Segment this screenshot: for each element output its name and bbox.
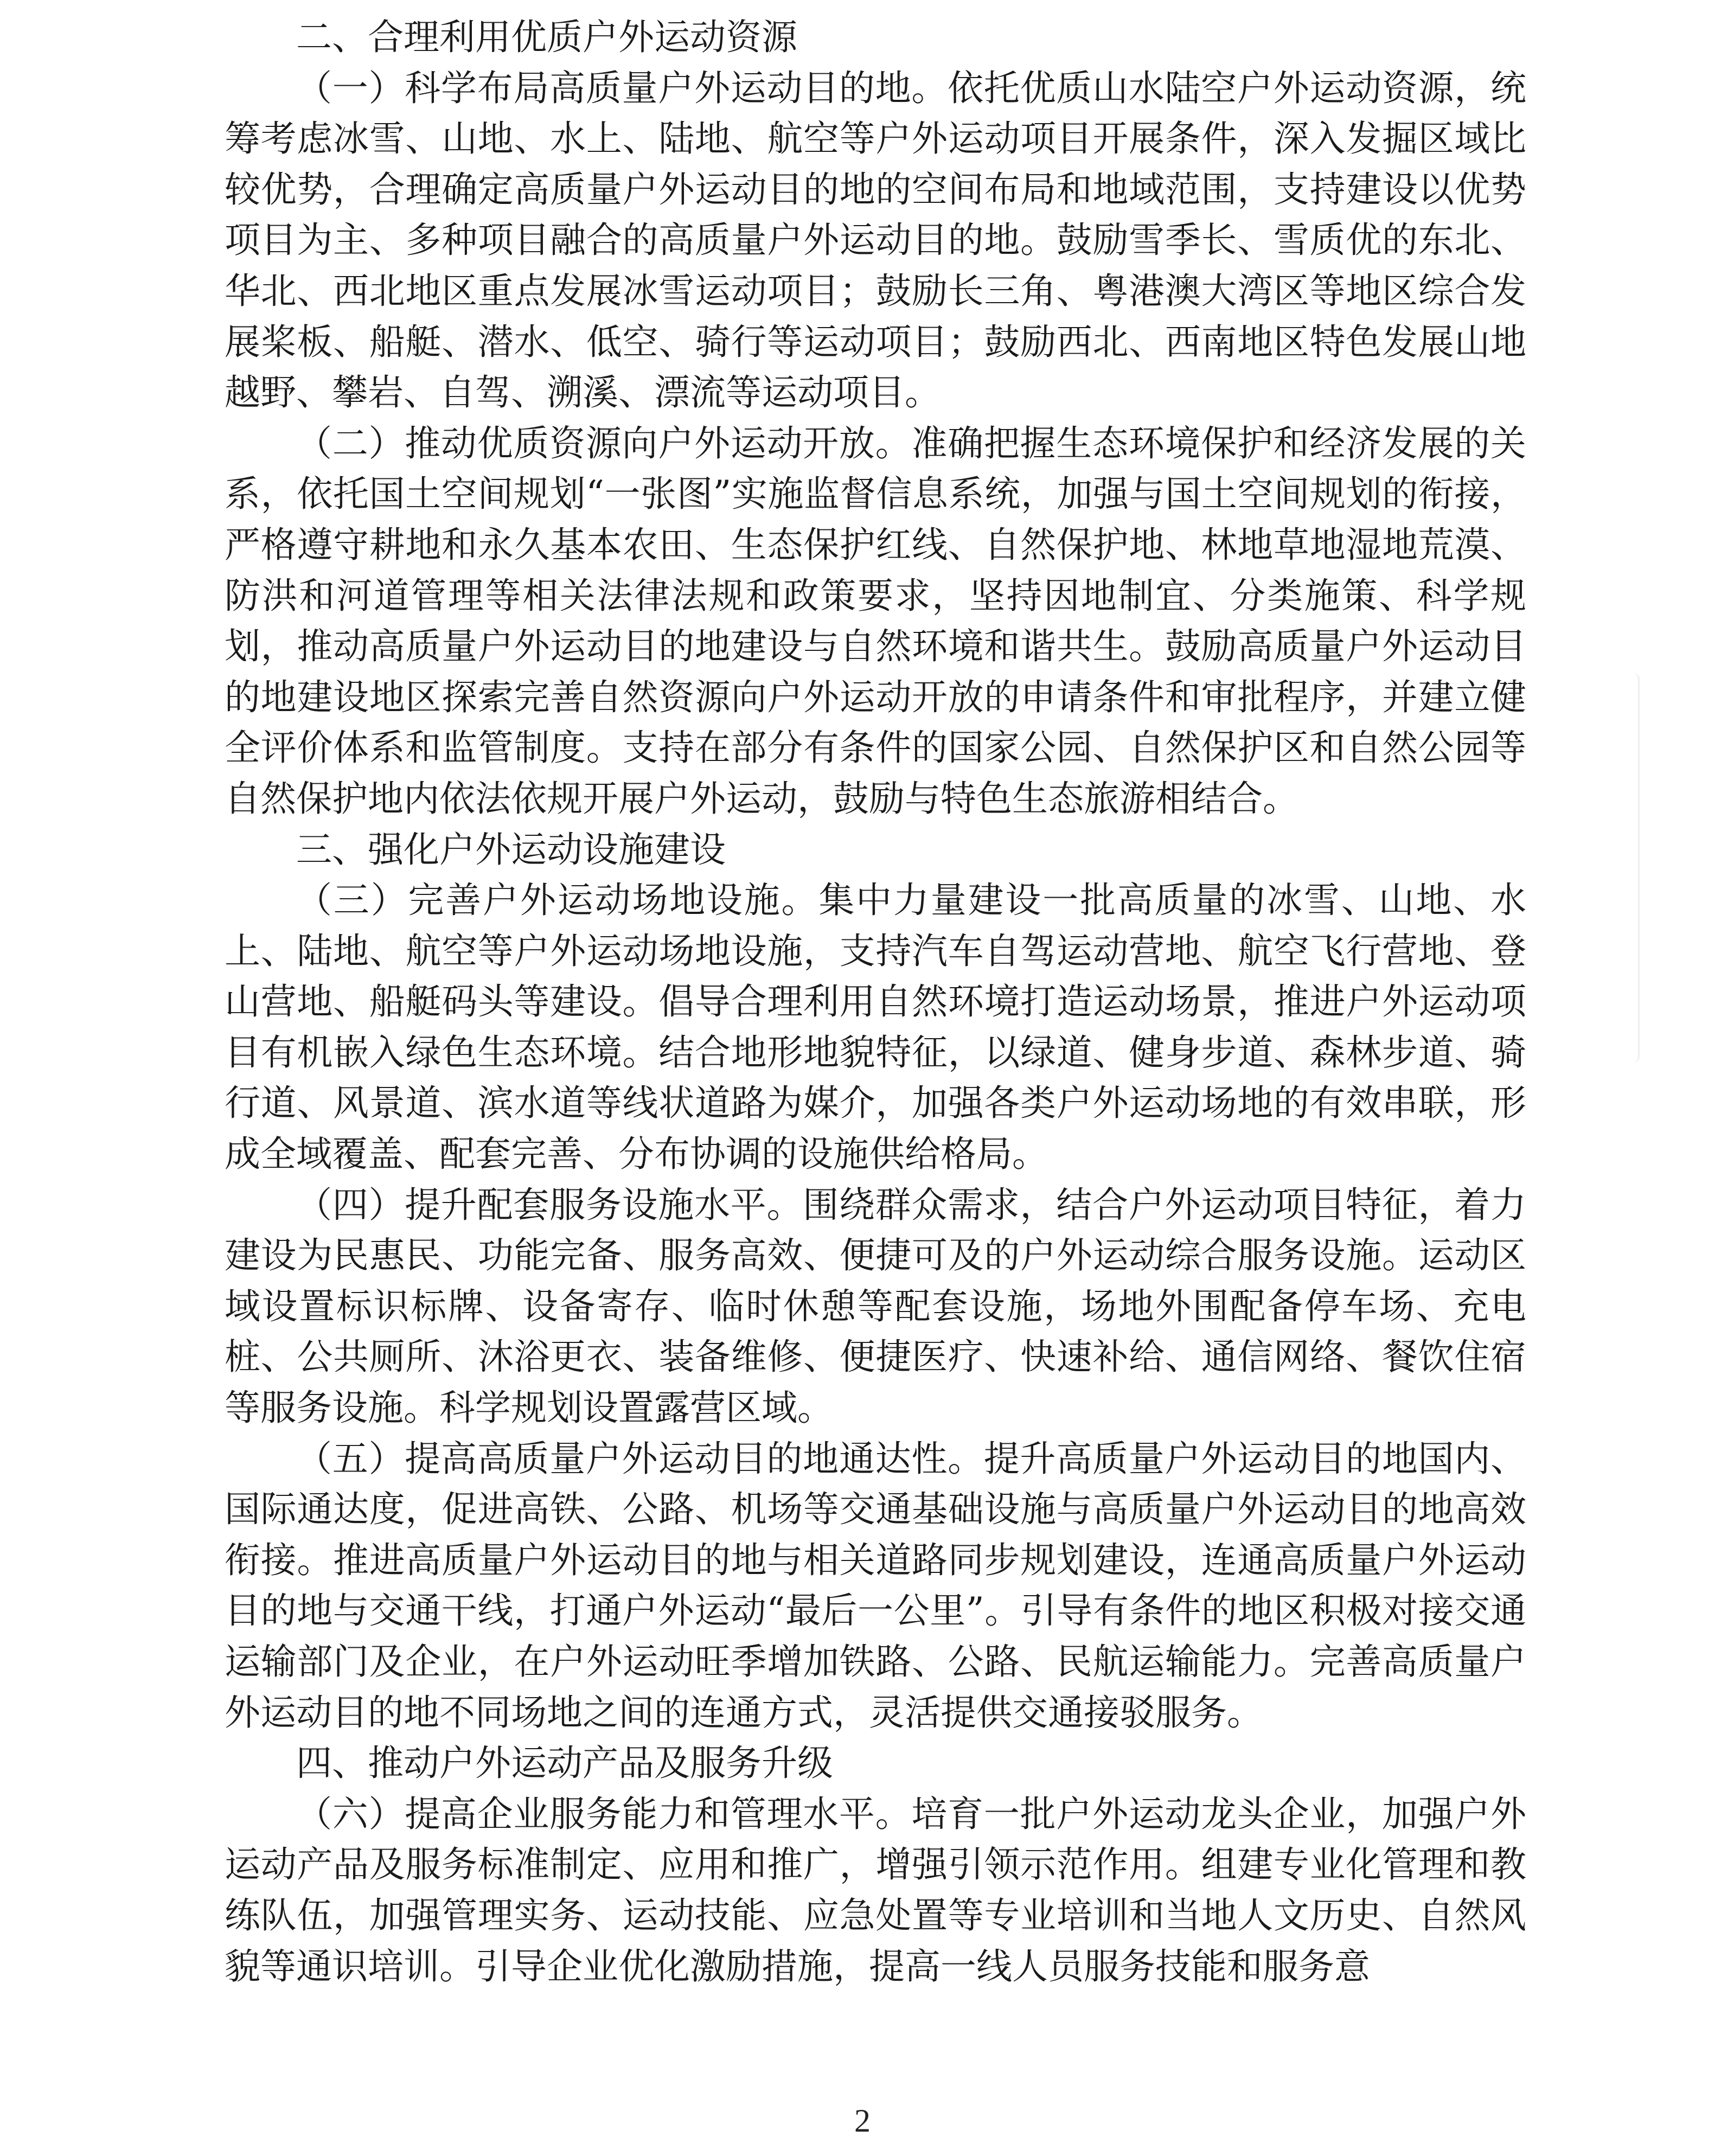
paragraph-4 (225, 1180, 1526, 1434)
paragraph-lead: （四）提升配套服务设施水平。 (296, 1183, 803, 1226)
paragraph-2 (225, 418, 1526, 824)
paragraph-5 (225, 1434, 1526, 1738)
section-heading-4: 四、推动户外运动产品及服务升级 (296, 1742, 833, 1784)
paragraph-text: 围绕群众需求，结合户外运动项目特征，着力建设为民惠民、功能完备、服务高效、便捷可及的户外运动综合服务设施。运动区域设置标识标牌、设备寄存、临时休憩等配套设施，场地外围配备停车场、充电桩、公共厕所、沐浴更衣、装备维修、便捷医疗、快速补给、通信网络、餐饮住宿等服务设施。科学规划设置露营区域。 (225, 1183, 1527, 1429)
paragraph-text: 依托优质山水陆空户外运动资源，统筹考虑冰雪、山地、水上、陆地、航空等户外运动项目开展条件，深入发掘区域比较优势，合理确定高质量户外运动目的地的空间布局和地域范围，支持建设以优势项目为主、多种项目融合的高质量户外运动目的地。鼓励雪季长、雪质优的东北、华北、西北地区重点发展冰雪运动项目；鼓励长三角、粤港澳大湾区等地区综合发展桨板、船艇、潜水、低空、骑行等运动项目；鼓励西北、西南地区特色发展山地越野、攀岩、自驾、溯溪、漂流等运动项目。 (225, 67, 1527, 414)
paragraph-1 (225, 63, 1526, 418)
section-heading-2: 二、合理利用优质户外运动资源 (296, 16, 797, 58)
paragraph-lead: （六）提高企业服务能力和管理水平。 (296, 1793, 912, 1835)
paragraph-text: 培育一批户外运动龙头企业，加强户外运动产品及服务标准制定、应用和推广，增强引领示范作用。组建专业化管理和教练队伍，加强管理实务、运动技能、应急处置等专业培训和当地人文历史、自然风貌等通识培训。引导企业优化激励措施，提高一线人员服务技能和服务意 (225, 1793, 1527, 1987)
paragraph-lead: （三）完善户外运动场地设施。 (296, 879, 819, 922)
paragraph-lead: （二）推动优质资源向户外运动开放。 (296, 422, 912, 464)
paragraph-text: 准确把握生态环境保护和经济发展的关系，依托国土空间规划“一张图”实施监督信息系统，加强与国土空间规划的衔接，严格遵守耕地和永久基本农田、生态保护红线、自然保护地、林地草地湿地荒漠、防洪和河道管理等相关法律法规和政策要求，坚持因地制宜、分类施策、科学规划，推动高质量户外运动目的地建设与自然环境和谐共生。鼓励高质量户外运动目的地建设地区探索完善自然资源向户外运动开放的申请条件和审批程序，并建立健全评价体系和监管制度。支持在部分有条件的国家公园、自然保护区和自然公园等自然保护地内依法依规开展户外运动，鼓励与特色生态旅游相结合。 (225, 422, 1527, 820)
paragraph-text: 提升高质量户外运动目的地国内、国际通达度，促进高铁、公路、机场等交通基础设施与高质量户外运动目的地高效衔接。推进高质量户外运动目的地与相关道路同步规划建设，连通高质量户外运动目的地与交通干线，打通户外运动“最后一公里”。引导有条件的地区积极对接交通运输部门及企业，在户外运动旺季增加铁路、公路、民航运输能力。完善高质量户外运动目的地不同场地之间的连通方式，灵活提供交通接驳服务。 (225, 1437, 1527, 1733)
page-edge-shadow (1633, 673, 1640, 1063)
paragraph-6 (225, 1789, 1526, 1992)
paragraph-lead: （一）科学布局高质量户外运动目的地。 (296, 67, 948, 109)
section-heading-3: 三、强化户外运动设施建设 (296, 828, 726, 871)
paragraph-text: 集中力量建设一批高质量的冰雪、山地、水上、陆地、航空等户外运动场地设施，支持汽车自驾运动营地、航空飞行营地、登山营地、船艇码头等建设。倡导合理利用自然环境打造运动场景，推进户外运动项目有机嵌入绿色生态环境。结合地形地貌特征，以绿道、健身步道、森林步道、骑行道、风景道、滨水道等线状道路为媒介，加强各类户外运动场地的有效串联，形成全域覆盖、配套完善、分布协调的设施供给格局。 (225, 879, 1526, 1175)
document-page (225, 12, 1526, 1992)
page-number: 2 (854, 2103, 871, 2139)
paragraph-lead: （五）提高高质量户外运动目的地通达性。 (296, 1437, 984, 1480)
paragraph-3 (225, 875, 1526, 1180)
